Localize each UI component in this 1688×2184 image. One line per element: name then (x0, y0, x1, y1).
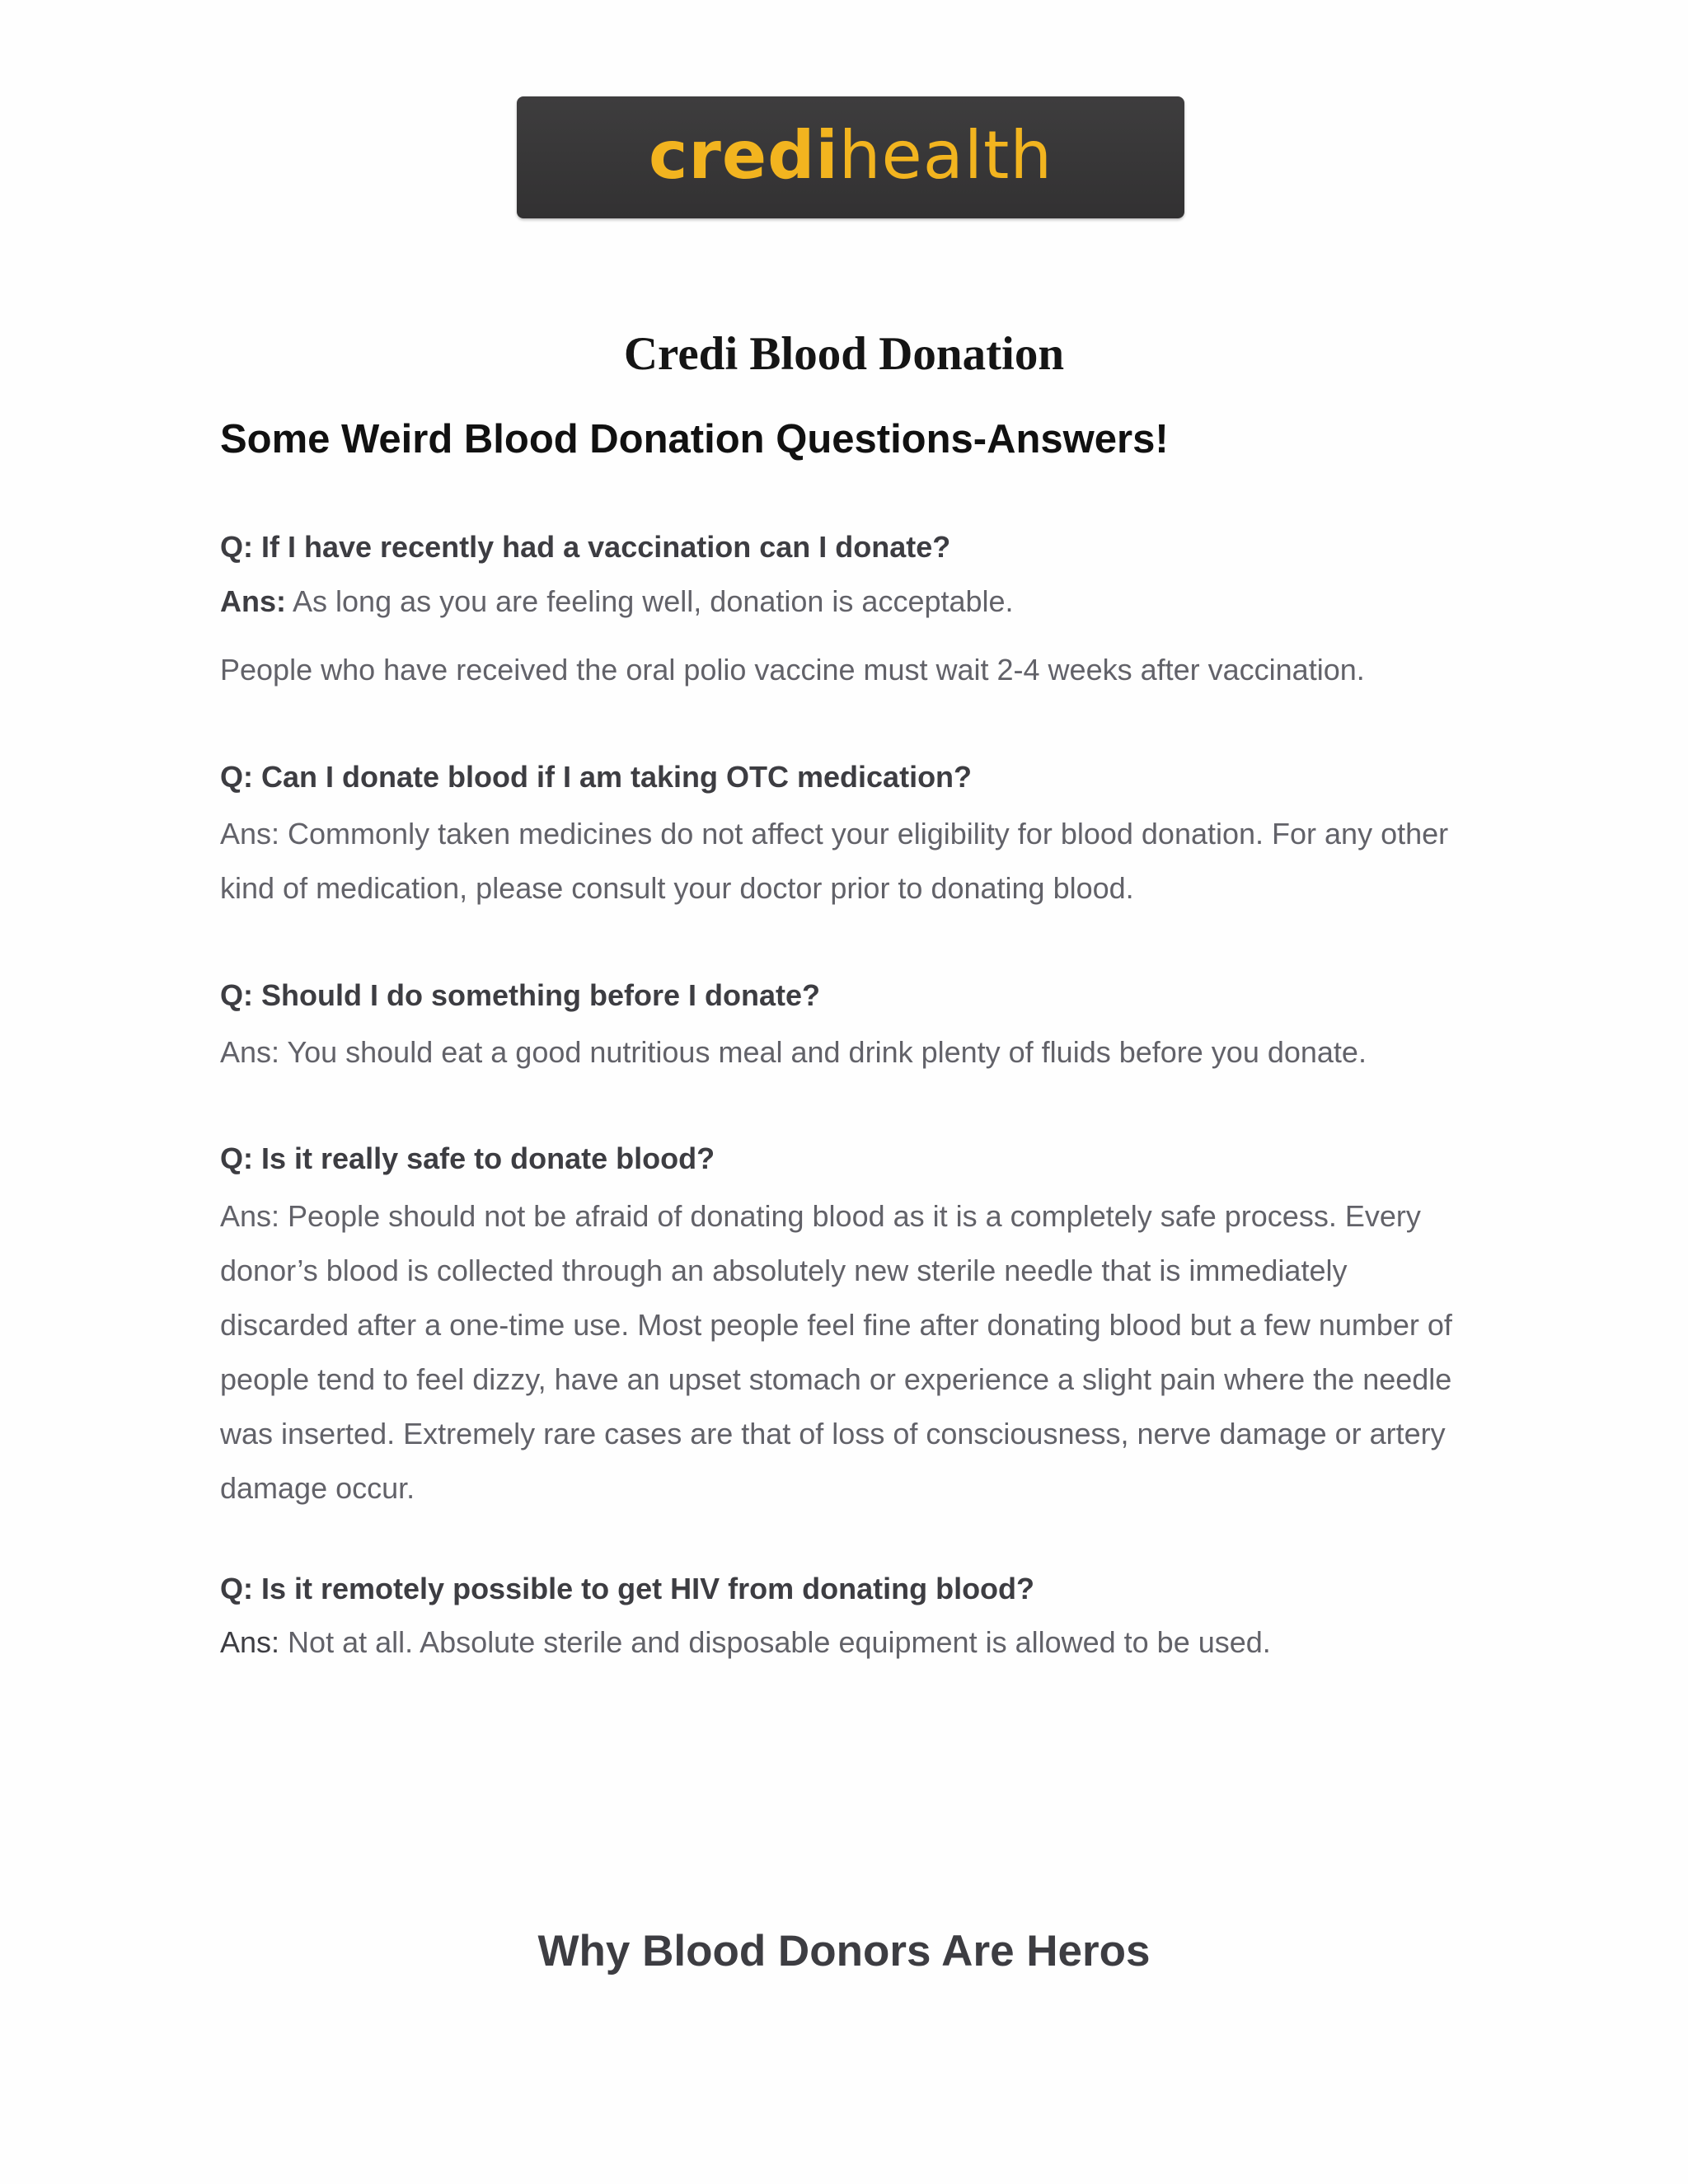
question-2: Q: Can I donate blood if I am taking OTC medication? (220, 760, 973, 794)
question-3: Q: Should I do something before I donate? (220, 978, 820, 1012)
answer-1-extra: People who have received the oral polio vaccine must wait 2-4 weeks after vaccination. (220, 653, 1365, 687)
answer-4: Ans: People should not be afraid of donating blood as it is a completely safe process. Every donor’s blood is collected through an absolutely new sterile needle that is immediately discarded after a one-time use. Most people feel fine after donating blood but a few number of people tend to feel dizzy, have an upset stomach or experience a slight pain where the needle was inserted. Extremely rare cases are that of loss of consciousness, nerve damage or artery damage occur. (220, 1199, 1452, 1505)
section-heading: Why Blood Donors Are Heros (537, 1927, 1151, 1975)
answer-1 (220, 574, 1473, 629)
question-5: Q: Is it remotely possible to get HIV from donating blood? (220, 1572, 1035, 1605)
document-subtitle: Some Weird Blood Donation Questions-Answers! (220, 417, 1169, 462)
question-4: Q: Is it really safe to donate blood? (220, 1141, 715, 1175)
answer-2: Ans: Commonly taken medicines do not affect your eligibility for blood donation. For any other kind of medication, please consult your doctor prior to donating blood. (220, 817, 1449, 905)
answer-5-text: Not at all. Absolute sterile and disposable equipment is allowed to be used. (279, 1625, 1271, 1659)
answer-1-lead: Ans: (220, 584, 286, 618)
answer-5-lead: Ans: (220, 1625, 280, 1659)
document-title: Credi Blood Donation (623, 328, 1065, 380)
answer-1-text: As long as you are feeling well, donation is acceptable. (286, 584, 1014, 618)
credihealth-logo (517, 96, 1184, 218)
logo-text-health: health (838, 117, 1053, 194)
logo-text-credi: credi (648, 117, 839, 194)
question-1: Q: If I have recently had a vaccination can I donate? (220, 530, 951, 564)
svg-text:credihealth (649, 117, 1053, 194)
answer-3: Ans: You should eat a good nutritious meal and drink plenty of fluids before you donate. (220, 1035, 1367, 1069)
answer-5 (220, 1615, 1473, 1670)
